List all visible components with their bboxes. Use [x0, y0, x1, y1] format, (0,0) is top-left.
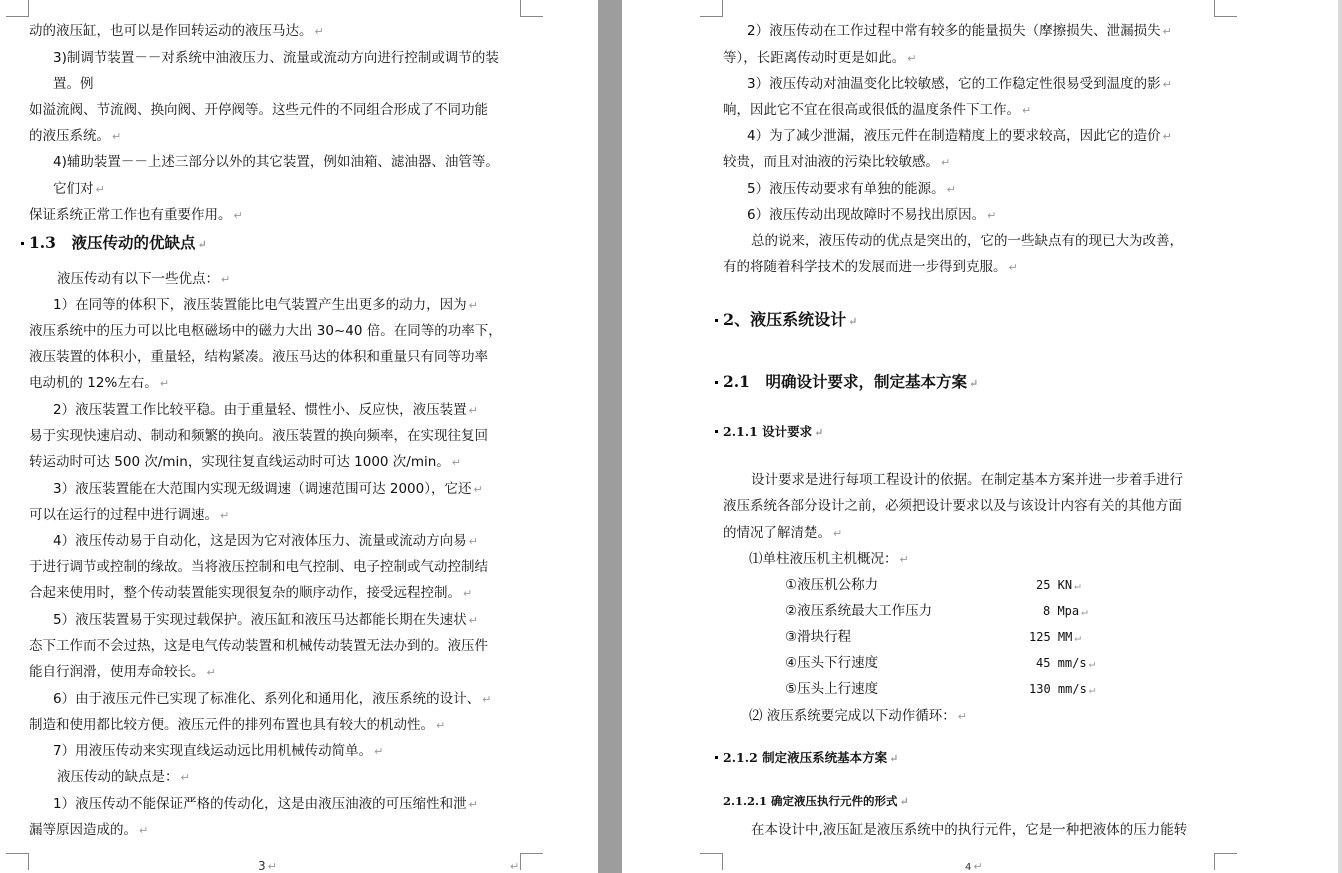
page-gap [598, 0, 622, 873]
text-line: 液压传动有以下一些优点： ↵ [57, 271, 231, 287]
text-line: 合起来使用时，整个传动装置能实现很复杂的顺序动作，接受远程控制。 ↵ [29, 585, 473, 601]
text-line: 3）液压传动对油温变化比较敏感，它的工作稳定性很易受到温度的影 ↵ [747, 76, 1172, 92]
chapter-heading: 2、液压系统设计 ↵ [723, 310, 858, 329]
heading-bullet [715, 756, 718, 759]
heading-bullet [715, 319, 718, 322]
text-line: 3)制调节装置－－对系统中油液压力、流量或流动方向进行控制或调节的装 [53, 50, 499, 66]
param-name: ④压头下行速度 [785, 655, 879, 671]
text-line: 设计要求是进行每项工程设计的依据。在制定基本方案并进一步着手进行 [751, 472, 1183, 488]
crop-mark [520, 853, 543, 870]
text-line: 1）在同等的体积下，液压装置能比电气装置产生出更多的动力，因为 ↵ [53, 297, 478, 313]
param-value: 8 Mpa ↵ [1043, 604, 1088, 618]
text-line: 它们对 ↵ [53, 181, 105, 197]
text-line: 4)辅助装置－－上述三部分以外的其它装置，例如油箱、滤油器、油管等。 [53, 154, 499, 170]
text-line: 转运动时可达 500 次/min，实现往复直线运动时可达 1000 次/min。 ↵ [29, 454, 462, 470]
text-line: 6）液压传动出现故障时不易找出原因。 ↵ [747, 207, 997, 223]
text-line: 的液压系统。 ↵ [29, 128, 122, 144]
text-line: 响，因此它不宜在很高或很低的温度条件下工作。 ↵ [723, 102, 1032, 118]
text-line: 在本设计中,液压缸是液压系统中的执行元件，它是一种把液体的压力能转 [751, 822, 1188, 838]
text-line: 液压系统各部分设计之前，必须把设计要求以及与该设计内容有关的其他方面 [723, 498, 1182, 514]
scroll-edge [1338, 0, 1342, 873]
text-line: 如溢流阀、节流阀、换向阀、开停阀等。这些元件的不同组合形成了不同功能 [29, 102, 488, 118]
document-page-right [622, 0, 1342, 873]
param-name: ③滑块行程 [785, 629, 852, 645]
paragraph-mark: ↵ [510, 860, 520, 873]
section-heading: 1.3 液压传动的优缺点 ↵ [29, 233, 207, 252]
crop-mark [6, 0, 29, 17]
crop-mark [6, 853, 29, 870]
text-line: 等），长距离传动时更是如此。 ↵ [723, 50, 917, 66]
param-value: 130 mm/s ↵ [1029, 682, 1096, 696]
text-line: 较贵，而且对油液的污染比较敏感。 ↵ [723, 154, 951, 170]
text-line: 2）液压装置工作比较平稳。由于重量轻、惯性小、反应快，液压装置 ↵ [53, 402, 478, 418]
heading-bullet [715, 381, 718, 384]
text-line: 有的将随着科学技术的发展而进一步得到克服。 ↵ [723, 259, 1018, 275]
text-line: ⑵ 液压系统要完成以下动作循环： ↵ [749, 708, 968, 724]
text-line: ⑴单柱液压机主机概况： ↵ [749, 551, 909, 567]
subsection-heading: 2.1.1 设计要求 ↵ [723, 424, 824, 439]
heading-bullet [21, 242, 24, 245]
param-name: ⑤压头上行速度 [785, 681, 879, 697]
document-page-left [0, 0, 598, 873]
text-line: 液压系统中的压力可以比电枢磁场中的磁力大出 30~40 倍。在同等的功率下， [29, 323, 502, 339]
subsection-heading: 2.1.2 制定液压系统基本方案 ↵ [723, 750, 899, 765]
page-number: 3 ↵ [258, 859, 277, 873]
text-line: 1）液压传动不能保证严格的传动化，这是由液压油液的可压缩性和泄 ↵ [53, 796, 478, 812]
text-line: 液压传动的缺点是： ↵ [57, 769, 190, 785]
text-line: 置。例 [53, 76, 94, 92]
text-line: 4）液压传动易于自动化，这是因为它对液体压力、流量或流动方向易 ↵ [53, 533, 478, 549]
subsubsection-heading: 2.1.2.1 确定液压执行元件的形式 ↵ [723, 794, 909, 808]
text-line: 2）液压传动在工作过程中常有较多的能量损失（摩擦损失、泄漏损失 ↵ [747, 23, 1172, 39]
text-line: 态下工作而不会过热，这是电气传动装置和机械传动装置无法办到的。液压件 [29, 638, 488, 654]
text-line: 制造和使用都比较方便。液压元件的排列布置也具有较大的机动性。 ↵ [29, 717, 446, 733]
crop-mark [520, 0, 543, 17]
text-line: 可以在运行的过程中进行调速。 ↵ [29, 507, 230, 523]
param-value: 25 KN ↵ [1036, 578, 1081, 592]
text-line: 于进行调节或控制的缘故。当将液压控制和电气控制、电子控制或气动控制结 [29, 559, 488, 575]
text-line: 易于实现快速启动、制动和频繁的换向。液压装置的换向频率，在实现往复回 [29, 428, 488, 444]
param-value: 125 MM ↵ [1029, 630, 1081, 644]
param-value: 45 mm/s ↵ [1036, 656, 1096, 670]
page-number: 4 ↵ [965, 860, 983, 873]
text-line: 能自行润滑，使用寿命较长。 ↵ [29, 664, 216, 680]
text-line: 漏等原因造成的。 ↵ [29, 822, 149, 838]
text-line: 总的说来，液压传动的优点是突出的，它的一些缺点有的现已大为改善， [751, 233, 1183, 249]
text-line: 3）液压装置能在大范围内实现无级调速（调速范围可达 2000），它还 ↵ [53, 481, 483, 497]
text-line: 7）用液压传动来实现直线运动远比用机械传动简单。 ↵ [53, 743, 384, 759]
param-name: ②液压系统最大工作压力 [785, 603, 933, 619]
text-line: 5）液压传动要求有单独的能源。 ↵ [747, 181, 956, 197]
text-line: 5）液压装置易于实现过载保护。液压缸和液压马达都能长期在失速状 ↵ [53, 612, 478, 628]
text-line: 4）为了减少泄漏，液压元件在制造精度上的要求较高，因此它的造价 ↵ [747, 128, 1172, 144]
text-line: 6）由于液压元件已实现了标准化、系列化和通用化，液压系统的设计、 ↵ [53, 691, 492, 707]
crop-mark [1214, 0, 1237, 17]
text-line: 电动机的 12%左右。 ↵ [29, 375, 170, 391]
text-line: 动的液压缸，也可以是作回转运动的液压马达。 ↵ [29, 23, 324, 39]
crop-mark [700, 0, 723, 17]
heading-bullet [715, 430, 718, 433]
param-name: ①液压机公称力 [785, 577, 879, 593]
crop-mark [700, 853, 723, 870]
text-line: 液压装置的体积小，重量轻，结构紧凑。液压马达的体积和重量只有同等功率 [29, 349, 488, 365]
text-line: 保证系统正常工作也有重要作用。 ↵ [29, 207, 243, 223]
crop-mark [1214, 853, 1237, 870]
section-heading: 2.1 明确设计要求，制定基本方案 ↵ [723, 372, 979, 391]
text-line: 的情况了解清楚。 ↵ [723, 525, 843, 541]
